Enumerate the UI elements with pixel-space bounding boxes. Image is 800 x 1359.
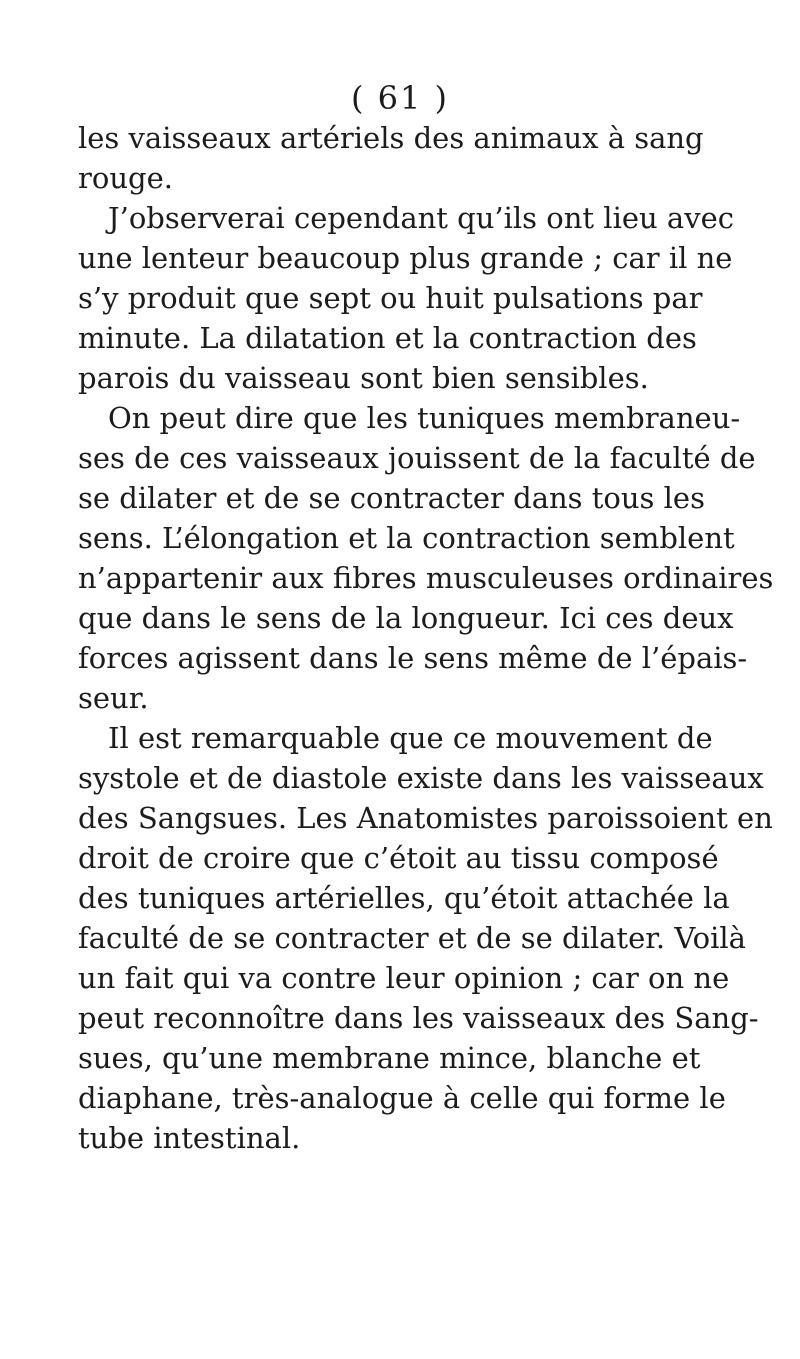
text-line: parois du vaisseau sont bien sensibles. xyxy=(78,361,649,395)
text-line: des Sangsues. Les Anatomistes paroissoient en xyxy=(78,801,773,835)
text-line: tube intestinal. xyxy=(78,1121,301,1155)
text-line: droit de croire que c’étoit au tissu composé xyxy=(78,841,719,875)
text-line: se dilater et de se contracter dans tous les xyxy=(78,481,705,515)
text-line: faculté de se contracter et de se dilater. Voilà xyxy=(78,921,746,955)
text-line: n’appartenir aux fibres musculeuses ordinaires xyxy=(78,561,774,595)
text-line: diaphane, très-analogue à celle qui forme le xyxy=(78,1081,726,1115)
text-line: Il est remarquable que ce mouvement de xyxy=(108,721,713,755)
text-line: minute. La dilatation et la contraction des xyxy=(78,321,697,355)
text-line: sens. L’élongation et la contraction semblent xyxy=(78,521,735,555)
text-line: rouge. xyxy=(78,161,173,195)
text-line: ses de ces vaisseaux jouissent de la faculté de xyxy=(78,441,756,475)
page-number: ( 61 ) xyxy=(350,79,450,117)
paragraph-2 xyxy=(78,198,734,398)
paragraph-4 xyxy=(78,718,773,1158)
text-line: une lenteur beaucoup plus grande ; car il ne xyxy=(78,241,733,275)
text-line: On peut dire que les tuniques membraneu- xyxy=(108,401,741,435)
text-line: seur. xyxy=(78,681,149,715)
paragraph-1 xyxy=(78,118,704,198)
body-text xyxy=(78,118,774,1158)
text-line: s’y produit que sept ou huit pulsations par xyxy=(78,281,703,315)
text-line: des tuniques artérielles, qu’étoit attachée la xyxy=(78,881,730,915)
text-line: forces agissent dans le sens même de l’épais- xyxy=(78,641,748,675)
text-line: un fait qui va contre leur opinion ; car on ne xyxy=(78,961,730,995)
text-line: sues, qu’une membrane mince, blanche et xyxy=(78,1041,701,1075)
text-line: peut reconnoître dans les vaisseaux des Sang- xyxy=(78,1001,759,1035)
text-line: que dans le sens de la longueur. Ici ces deux xyxy=(78,601,734,635)
text-line: systole et de diastole existe dans les vaisseaux xyxy=(78,761,764,795)
text-line: J’observerai cependant qu’ils ont lieu avec xyxy=(108,201,734,235)
text-line: les vaisseaux artériels des animaux à sang xyxy=(78,121,704,155)
paragraph-3 xyxy=(78,398,774,718)
